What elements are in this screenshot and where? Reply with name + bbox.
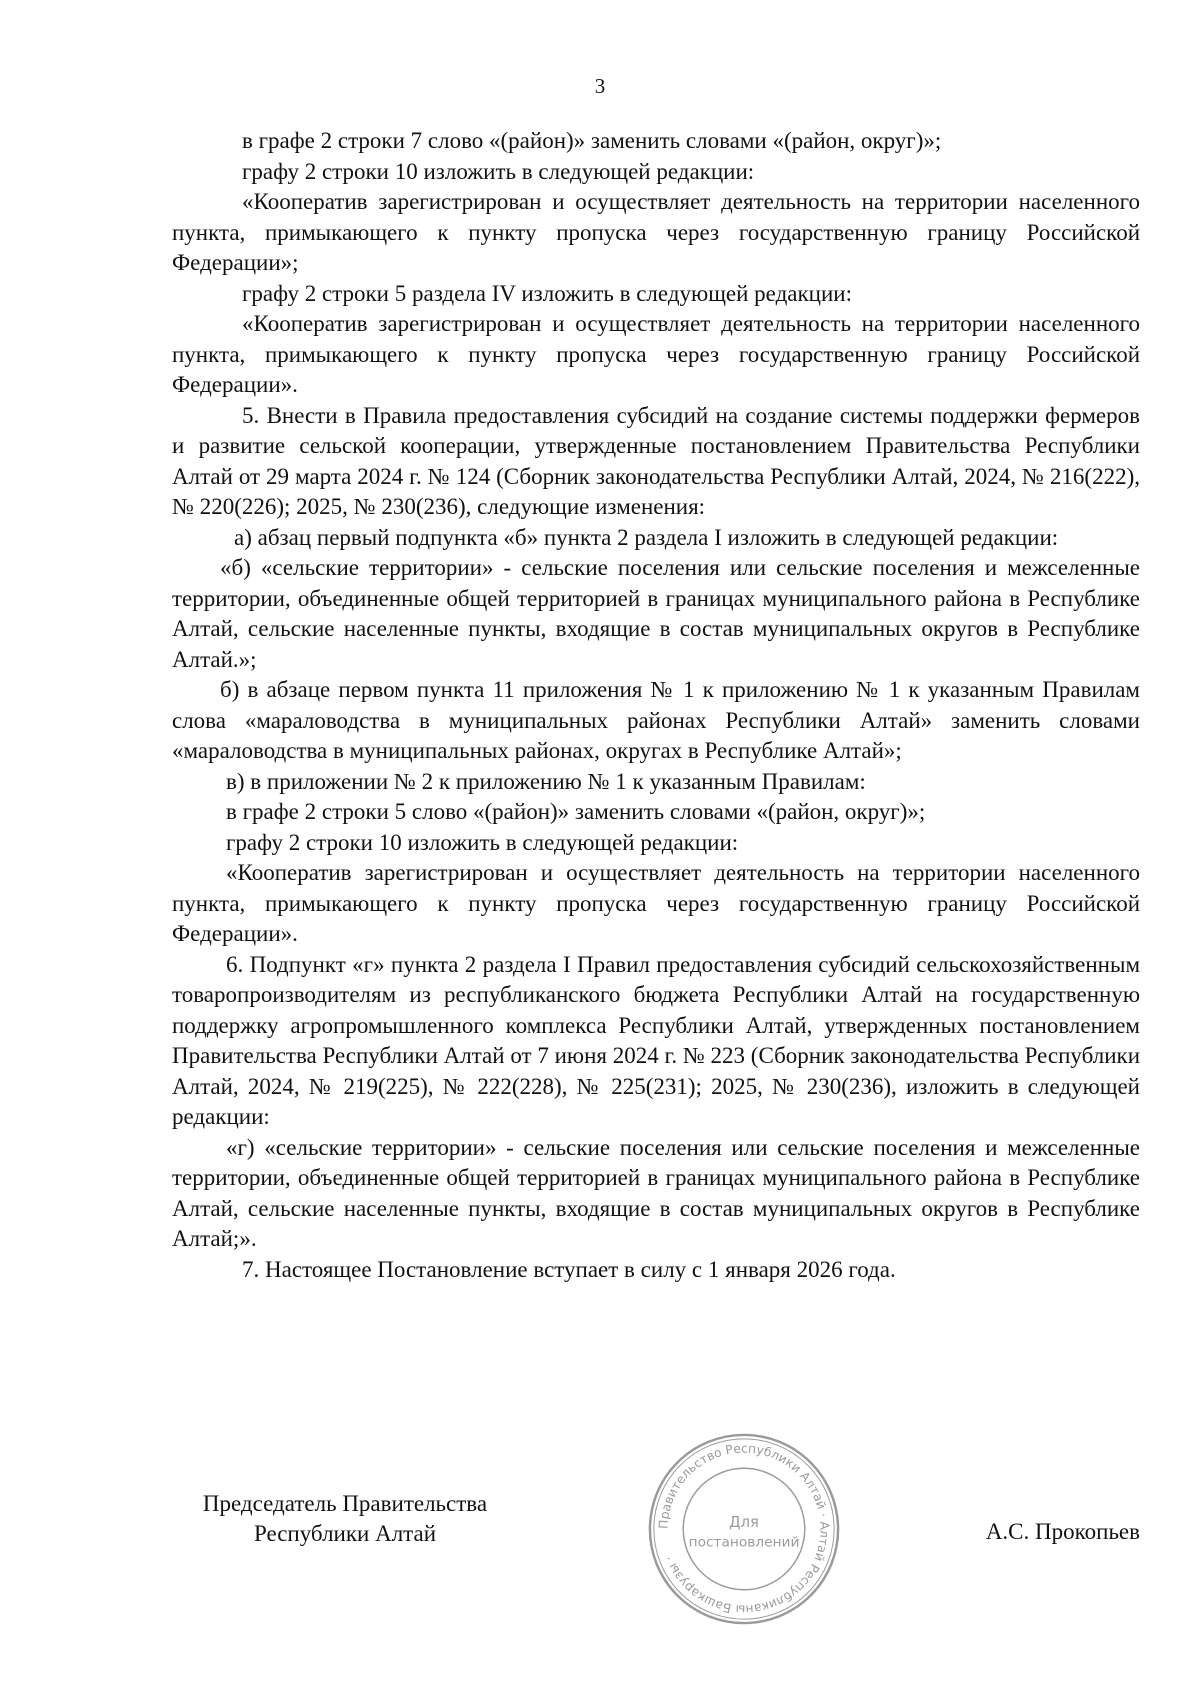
signatory-position bbox=[180, 1489, 510, 1549]
paragraph: «Кооператив зарегистрирован и осуществляет деятельность на территории населенного пункта, примыкающего к пункту пропуска через государственную границу Российской Федерации». bbox=[172, 860, 1140, 946]
official-stamp bbox=[646, 1431, 842, 1627]
paragraph: графу 2 строки 10 изложить в следующей редакции: bbox=[242, 158, 755, 184]
paragraph: 5. Внести в Правила предоставления субсидий на создание системы поддержки фермеров и развитие сельской кооперации, утвержденные постановлением Правительства Республики Алтай от 29 марта 2024 г. № 124 (Сборник законодательства Республики Алтай, 2024, № 216(222), № 220(226); 2025, № 230(236), следующие изменения: bbox=[172, 402, 1140, 519]
paragraph: в) в приложении № 2 к приложению № 1 к указанным Правилам: bbox=[226, 768, 866, 794]
paragraph: графу 2 строки 10 изложить в следующей редакции: bbox=[226, 829, 739, 855]
stamp-center-line2: постановлений bbox=[688, 1534, 800, 1551]
paragraph: в графе 2 строки 7 слово «(район)» заменить словами «(район, округ)»; bbox=[242, 128, 942, 153]
signatory-position-line2: Республики Алтай bbox=[253, 1521, 437, 1546]
signatory-position-line1: Председатель Правительства bbox=[202, 1491, 488, 1516]
stamp-ring-text: Правительство Республики Алтай · Алтай Республиканы Башкарузы · bbox=[656, 1441, 832, 1617]
paragraph: «б) «сельские территории» - сельские поселения или сельские поселения и межселенные территории, объединенные общей территорией в границах муниципального района в Республике Алтай, сельские населенные пункты, входящие в состав муниципальных округов в Республике Алтай.»; bbox=[172, 555, 1140, 672]
paragraph: «г) «сельские территории» - сельские поселения или сельские поселения и межселенные территории, объединенные общей территорией в границах муниципального района в Республике Алтай, сельские населенные пункты, входящие в состав муниципальных округов в Республике Алтай;». bbox=[172, 1134, 1140, 1251]
paragraph: 7. Настоящее Постановление вступает в силу с 1 января 2026 года. bbox=[242, 1256, 896, 1282]
signatory-name: А.С. Прокопьев bbox=[985, 1519, 1140, 1544]
paragraph: а) абзац первый подпункта «б» пункта 2 раздела I изложить в следующей редакции: bbox=[234, 524, 1059, 550]
paragraph: «Кооператив зарегистрирован и осуществляет деятельность на территории населенного пункта, примыкающего к пункту пропуска через государственную границу Российской Федерации». bbox=[172, 311, 1140, 397]
paragraph: в графе 2 строки 5 слово «(район)» заменить словами «(район, округ)»; bbox=[226, 799, 926, 824]
paragraph: б) в абзаце первом пункта 11 приложения № 1 к приложению № 1 к указанным Правилам слова «мараловодства в муниципальных районах Республики Алтай» заменить словами «мараловодства в муниципальных районах, округах в Республике Алтай»; bbox=[172, 677, 1140, 763]
document-body bbox=[172, 126, 1140, 1285]
paragraph: 6. Подпункт «г» пункта 2 раздела I Правил предоставления субсидий сельскохозяйственным товаропроизводителям из республиканского бюджета Республики Алтай на государственную поддержку агропромышленного комплекса Республики Алтай, утвержденных постановлением Правительства Республики Алтай от 7 июня 2024 г. № 223 (Сборник законодательства Республики Алтай, 2024, № 219(225), № 222(228), № 225(231); 2025, № 230(236), изложить в следующей редакции: bbox=[172, 951, 1140, 1129]
stamp-center-line1: Для bbox=[729, 1514, 759, 1532]
page-number: 3 bbox=[594, 74, 606, 98]
paragraph: графу 2 строки 5 раздела IV изложить в следующей редакции: bbox=[242, 280, 852, 306]
paragraph: «Кооператив зарегистрирован и осуществляет деятельность на территории населенного пункта, примыкающего к пункту пропуска через государственную границу Российской Федерации»; bbox=[172, 189, 1140, 275]
